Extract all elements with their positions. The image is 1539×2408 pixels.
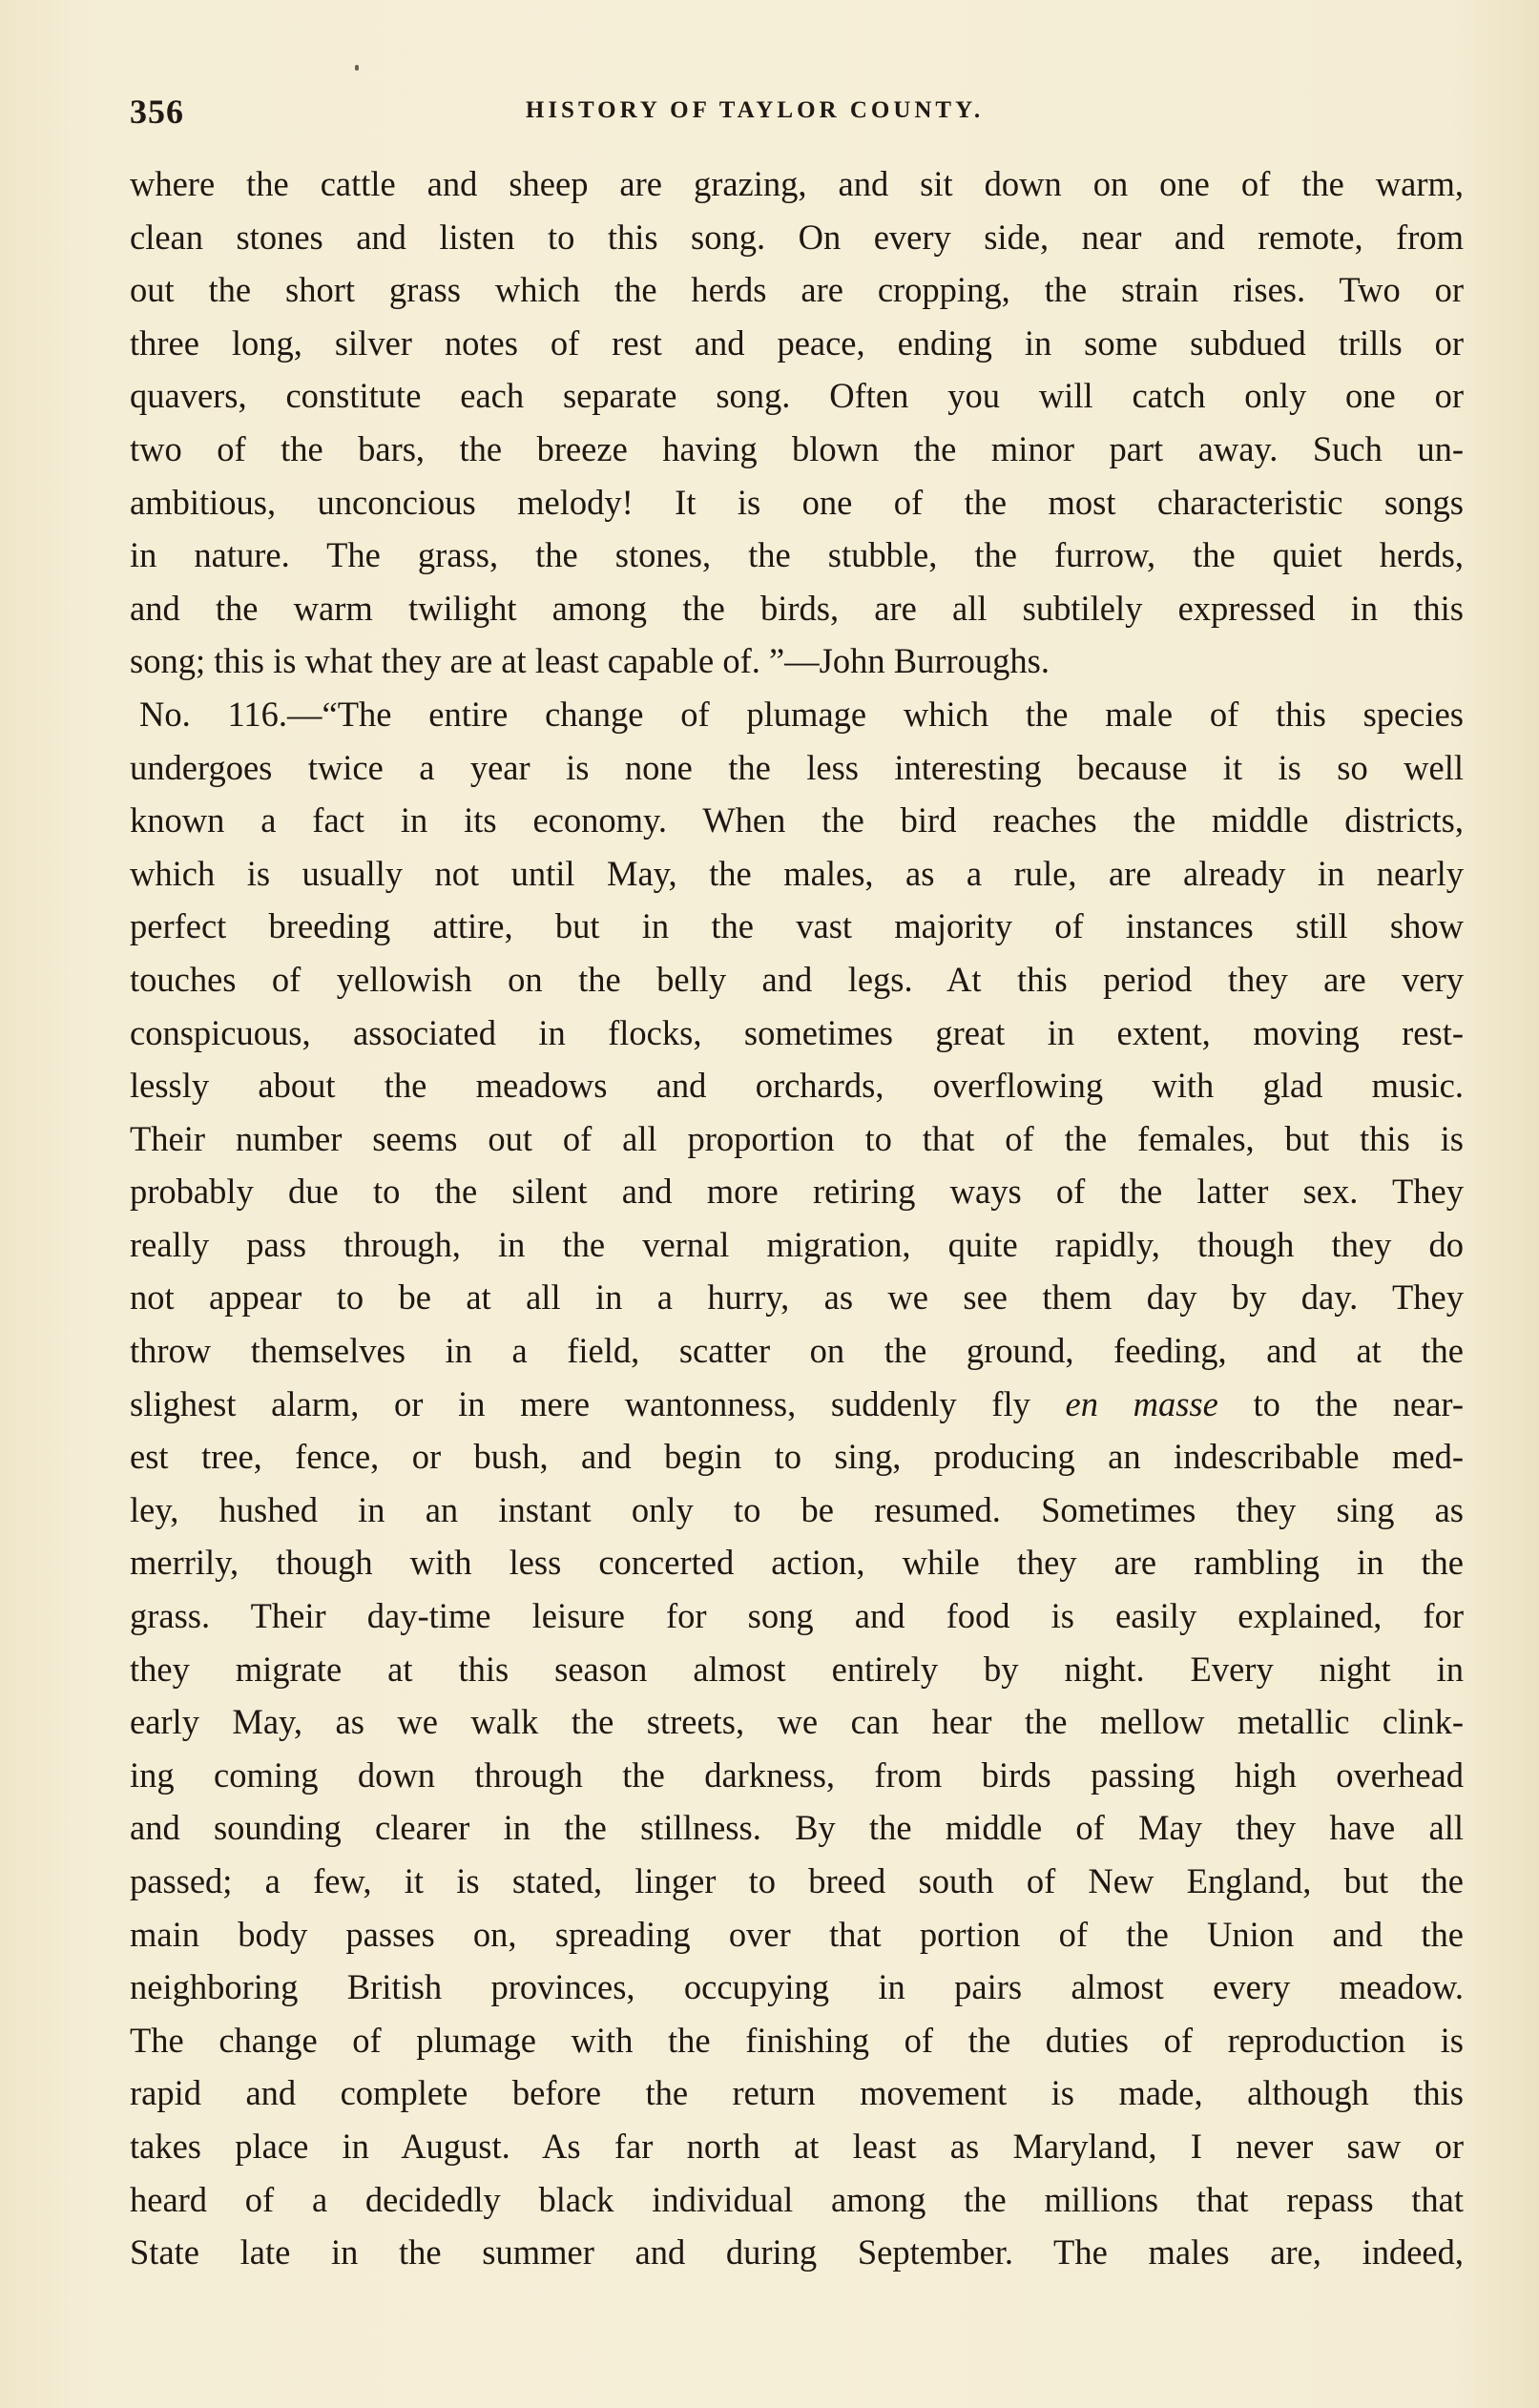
text-line: three long, silver notes of rest and peace, ending in some subdued trills or: [130, 322, 1464, 363]
text-line: early May, as we walk the streets, we can hear the mellow metallic clink-: [130, 1702, 1464, 1742]
text-line-with-italic: [130, 1378, 1464, 1431]
text-segment: to the near-: [1253, 1383, 1465, 1423]
text-line: The change of plumage with the finishing of the duties of reproduction is: [130, 2020, 1464, 2060]
page-number: 356: [130, 93, 184, 131]
body-text: [130, 157, 1464, 2279]
running-head: HISTORY OF TAYLOR COUNTY.: [525, 97, 985, 123]
text-line: in nature. The grass, the stones, the stubble, the furrow, the quiet herds,: [130, 535, 1464, 575]
print-speck: [355, 65, 359, 71]
text-line: merrily, though with less concerted action, while they are rambling in the: [130, 1543, 1464, 1583]
text-line: heard of a decidedly black individual among the millions that repass that: [130, 2179, 1464, 2219]
text-line: conspicuous, associated in flocks, sometimes great in extent, moving rest-: [130, 1012, 1464, 1052]
text-segment: slighest alarm, or in mere wantonness, suddenly fly: [130, 1383, 1030, 1423]
text-line: State late in the summer and during September. The males are, indeed,: [130, 2232, 1464, 2273]
text-line: they migrate at this season almost entirely by night. Every night in: [130, 1649, 1464, 1689]
text-line: No. 116.—“The entire change of plumage which the male of this species: [139, 694, 1464, 734]
text-line: grass. Their day-time leisure for song and food is easily explained, for: [130, 1596, 1464, 1636]
text-line: where the cattle and sheep are grazing, and sit down on one of the warm,: [130, 164, 1464, 203]
text-line: ley, hushed in an instant only to be resumed. Sometimes they sing as: [130, 1489, 1464, 1529]
text-line: perfect breeding attire, but in the vast majority of instances still show: [130, 906, 1464, 946]
page-header: [130, 92, 1466, 139]
text-line: and sounding clearer in the stillness. By the middle of May they have all: [130, 1808, 1464, 1848]
text-line: neighboring British provinces, occupying in pairs almost every meadow.: [130, 1967, 1464, 2007]
text-line: which is usually not until May, the males, as a rule, are already in nearly: [130, 853, 1464, 893]
text-line: passed; a few, it is stated, linger to breed south of New England, but the: [130, 1861, 1464, 1900]
text-line: Their number seems out of all proportion to that of the females, but this is: [130, 1118, 1464, 1158]
text-line: takes place in August. As far north at least as Maryland, I never saw or: [130, 2126, 1464, 2166]
text-line: rapid and complete before the return movement is made, although this: [130, 2073, 1464, 2113]
text-line: two of the bars, the breeze having blown the minor part away. Such un-: [130, 428, 1464, 468]
text-line: out the short grass which the herds are cropping, the strain rises. Two or: [130, 270, 1464, 310]
text-line: lessly about the meadows and orchards, overflowing with glad music.: [130, 1066, 1464, 1106]
text-line: not appear to be at all in a hurry, as we see them day by day. They: [130, 1277, 1464, 1318]
text-line: ing coming down through the darkness, from birds passing high overhead: [130, 1754, 1464, 1795]
text-line: main body passes on, spreading over that portion of the Union and the: [130, 1914, 1464, 1954]
text-line: ambitious, unconcious melody! It is one of the most characteristic songs: [130, 482, 1464, 522]
text-line: est tree, fence, or bush, and begin to sing, producing an indescribable med-: [130, 1437, 1464, 1477]
text-line: undergoes twice a year is none the less interesting because it is so well: [130, 747, 1464, 787]
text-line: clean stones and listen to this song. On every side, near and remote, from: [130, 217, 1464, 257]
text-line: probably due to the silent and more retiring ways of the latter sex. They: [130, 1172, 1464, 1212]
italic-phrase: en masse: [1065, 1383, 1218, 1423]
text-line: touches of yellowish on the belly and legs. At this period they are very: [130, 959, 1464, 999]
text-line: known a fact in its economy. When the bird reaches the middle districts,: [130, 800, 1464, 841]
text-line: and the warm twilight among the birds, are all subtilely expressed in this: [130, 588, 1464, 628]
text-line: throw themselves in a field, scatter on the ground, feeding, and at the: [130, 1331, 1464, 1371]
text-line: song; this is what they are at least capable of. ”—John Burroughs.: [130, 641, 1050, 681]
text-line: quavers, constitute each separate song. Often you will catch only one or: [130, 376, 1464, 416]
text-line: really pass through, in the vernal migration, quite rapidly, though they do: [130, 1224, 1464, 1264]
